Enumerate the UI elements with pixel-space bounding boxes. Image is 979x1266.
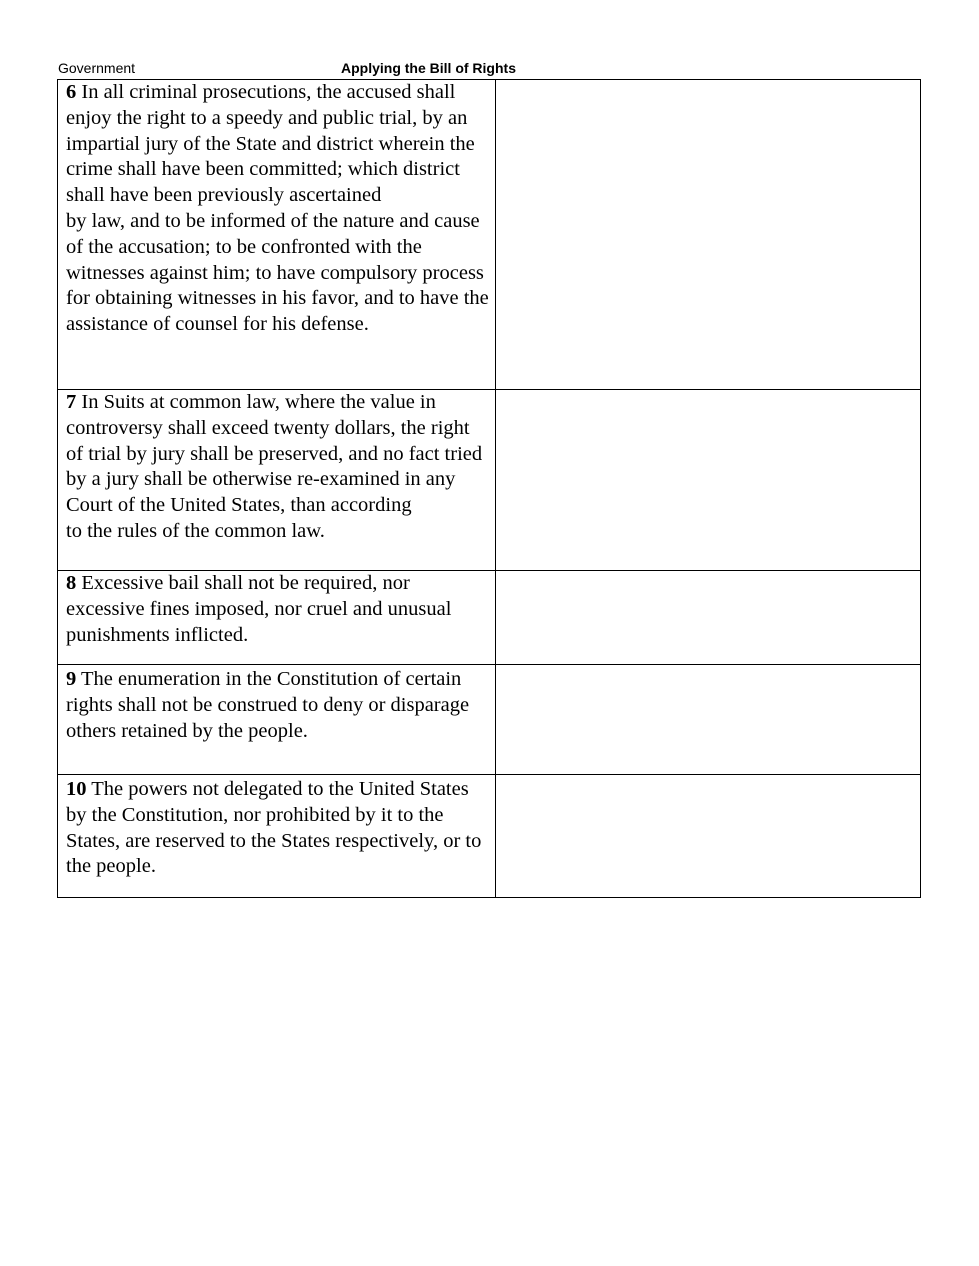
amendment-text-cell [58, 665, 496, 775]
table-row [58, 571, 921, 665]
amendment-text: Excessive bail shall not be required, nor excessive fines imposed, nor cruel and unusual punishments inflicted. [66, 572, 452, 646]
table-row [58, 775, 921, 898]
amendment-text: to the rules of the common law. [66, 519, 325, 542]
answer-cell[interactable] [496, 80, 921, 390]
amendment-text-cell [58, 390, 496, 571]
amendment-text-cell [58, 775, 496, 898]
table-row [58, 665, 921, 775]
answer-cell[interactable] [496, 775, 921, 898]
answer-cell[interactable] [496, 390, 921, 571]
amendment-number: 6 [66, 81, 77, 103]
answer-cell[interactable] [496, 665, 921, 775]
amendment-text-cell [58, 80, 496, 390]
page-header [58, 60, 920, 80]
table-row [58, 390, 921, 571]
amendment-number: 7 [66, 391, 77, 413]
amendment-text: The powers not delegated to the United States by the Constitution, nor prohibited by it to the States, are reserved to the States respectively, or to the people. [66, 778, 482, 878]
amendment-number: 8 [66, 572, 77, 594]
amendment-number: 10 [66, 778, 87, 800]
amendments-table [57, 79, 921, 898]
amendment-number: 9 [66, 668, 77, 690]
page-title: Applying the Bill of Rights [341, 60, 516, 76]
amendment-text: In all criminal prosecutions, the accused shall enjoy the right to a speedy and public trial, by an impartial jury of the State and district wherein the crime shall have been committed; which district shall have been previously ascertained [66, 81, 475, 207]
table-row [58, 80, 921, 390]
amendment-text-cell [58, 571, 496, 665]
amendment-text: In Suits at common law, where the value in controversy shall exceed twenty dollars, the right of trial by jury shall be preserved, and no fact tried by a jury shall be otherwise re-examined in any Court of the United States, than according [66, 391, 483, 517]
amendment-text: by law, and to be informed of the nature and cause of the accusation; to be confronted with the witnesses against him; to have compulsory process for obtaining witnesses in his favor, and to have the assistance of counsel for his defense. [66, 209, 489, 336]
amendment-text: The enumeration in the Constitution of certain rights shall not be construed to deny or disparage others retained by the people. [66, 668, 470, 742]
answer-cell[interactable] [496, 571, 921, 665]
header-subject: Government [58, 60, 136, 76]
